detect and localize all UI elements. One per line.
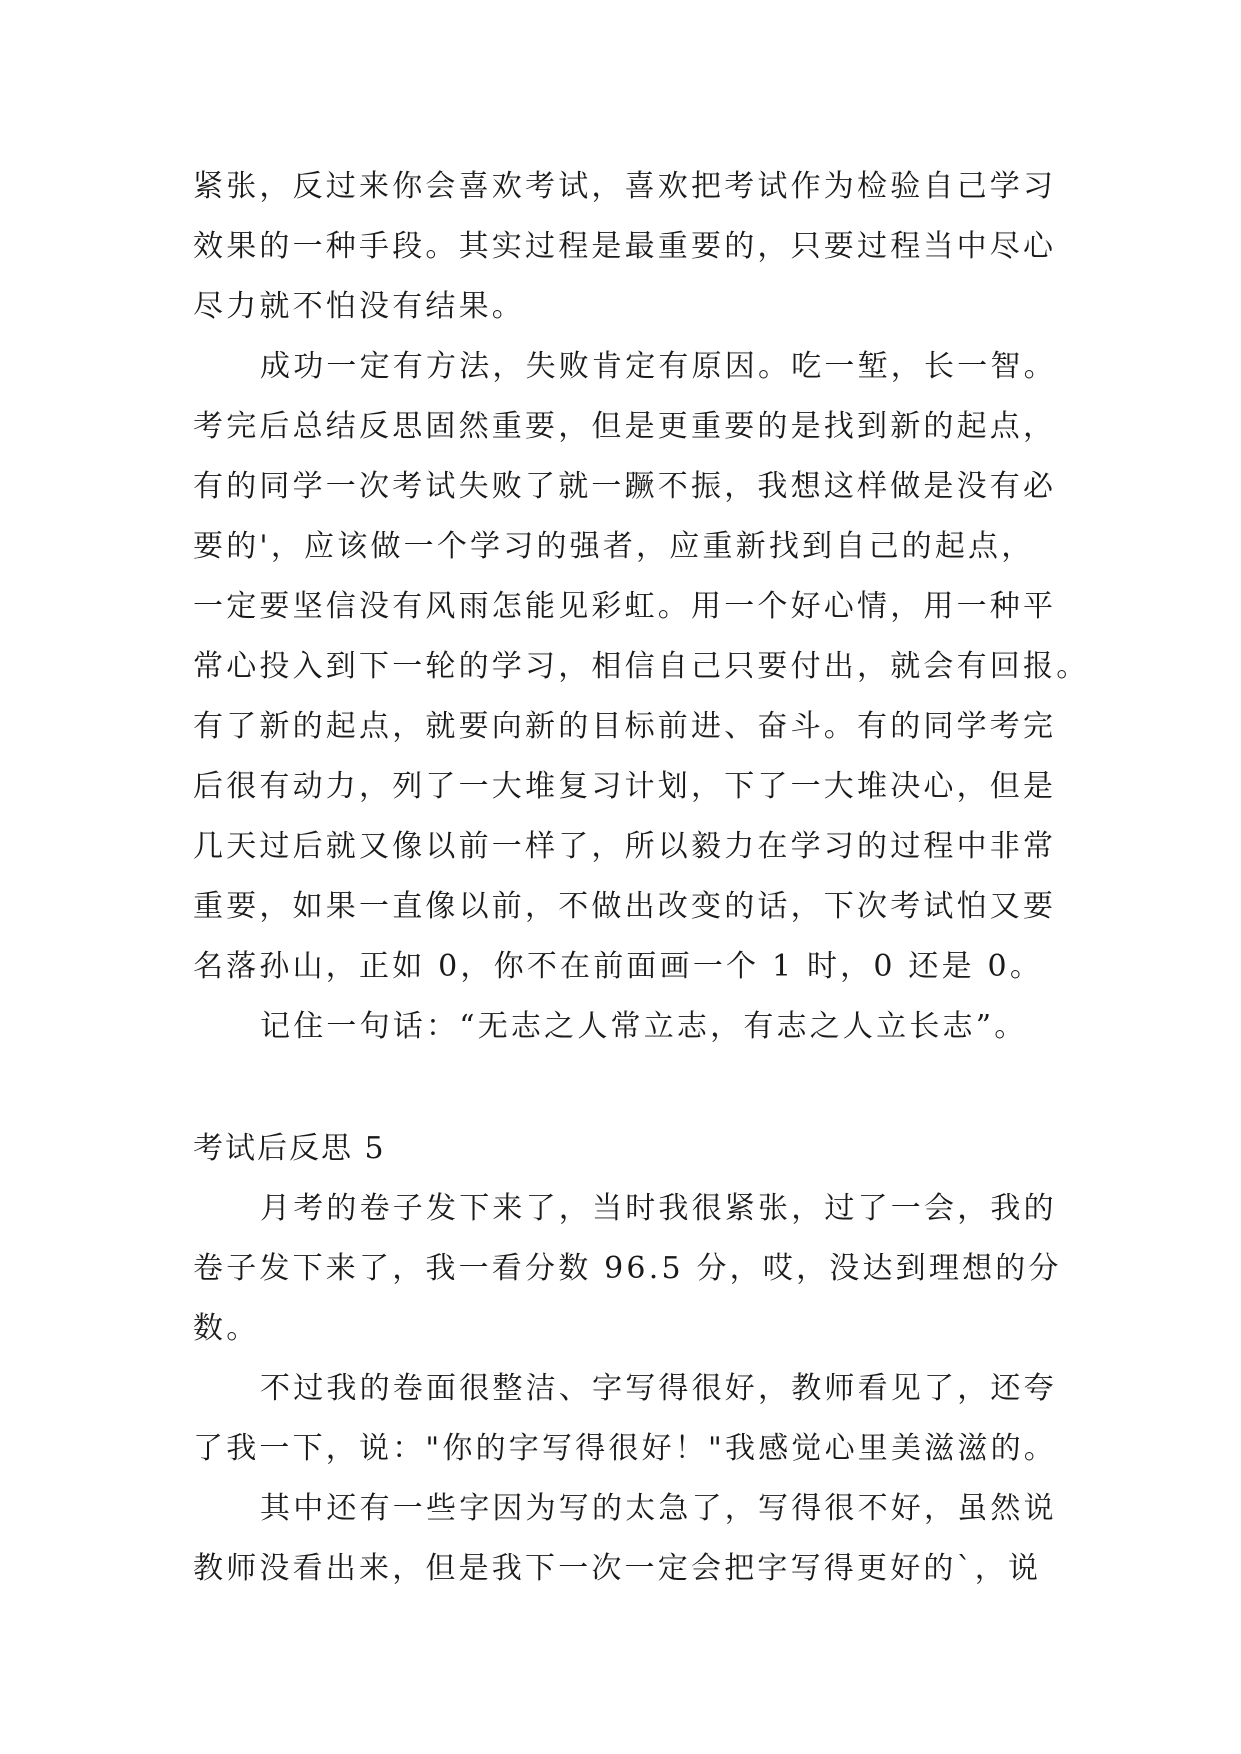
text-line: 记住一句话：“无志之人常立志，有志之人立长志”。 xyxy=(260,1009,1028,1044)
document-body xyxy=(193,157,1090,1599)
text-line: 常心投入到下一轮的学习，相信自己只要付出，就会有回报。 xyxy=(193,649,1090,684)
text-line: 尽力就不怕没有结果。 xyxy=(193,289,525,324)
text-line: 重要，如果一直像以前，不做出改变的话，下次考试怕又要 xyxy=(193,889,1057,924)
text-line: 考完后总结反思固然重要，但是更重要的是找到新的起点， xyxy=(193,409,1057,444)
text-line: 成功一定有方法，失败肯定有原因。吃一堑，长一智。 xyxy=(260,349,1057,384)
paragraph xyxy=(193,157,1063,337)
text-line: 卷子发下来了，我一看分数 96.5 分，哎，没达到理想的分 xyxy=(193,1251,1062,1286)
text-line: 月考的卷子发下来了，当时我很紧张，过了一会，我的 xyxy=(260,1191,1057,1226)
text-line: 后很有动力，列了一大堆复习计划，下了一大堆决心，但是 xyxy=(193,769,1057,804)
text-line: 数。 xyxy=(193,1311,260,1346)
text-line: 几天过后就又像以前一样了，所以毅力在学习的过程中非常 xyxy=(193,829,1057,864)
section-heading: 考试后反思 5 xyxy=(193,1131,386,1166)
paragraph xyxy=(193,1359,1063,1479)
paragraph xyxy=(193,337,1090,997)
text-line: 要的'，应该做一个学习的强者，应重新找到自己的起点， xyxy=(193,529,1035,564)
text-line: 不过我的卷面很整洁、字写得很好，教师看见了，还夸 xyxy=(260,1371,1057,1406)
text-line: 效果的一种手段。其实过程是最重要的，只要过程当中尽心 xyxy=(193,229,1057,264)
text-line: 教师没看出来，但是我下一次一定会把字写得更好的`，说 xyxy=(193,1551,1042,1586)
text-line: 有了新的起点，就要向新的目标前进、奋斗。有的同学考完 xyxy=(193,709,1057,744)
text-line: 其中还有一些字因为写的太急了，写得很不好，虽然说 xyxy=(260,1491,1057,1526)
section-spacer xyxy=(193,1057,1063,1119)
paragraph xyxy=(193,1179,1063,1359)
text-line: 紧张，反过来你会喜欢考试，喜欢把考试作为检验自己学习 xyxy=(193,169,1057,204)
text-line: 了我一下，说："你的字写得很好！"我感觉心里美滋滋的。 xyxy=(193,1431,1057,1466)
paragraph xyxy=(193,997,1063,1057)
paragraph xyxy=(193,1479,1063,1599)
text-line: 有的同学一次考试失败了就一蹶不振，我想这样做是没有必 xyxy=(193,469,1057,504)
text-line: 名落孙山，正如 0，你不在前面画一个 1 时，0 还是 0。 xyxy=(193,949,1044,984)
text-line: 一定要坚信没有风雨怎能见彩虹。用一个好心情，用一种平 xyxy=(193,589,1057,624)
